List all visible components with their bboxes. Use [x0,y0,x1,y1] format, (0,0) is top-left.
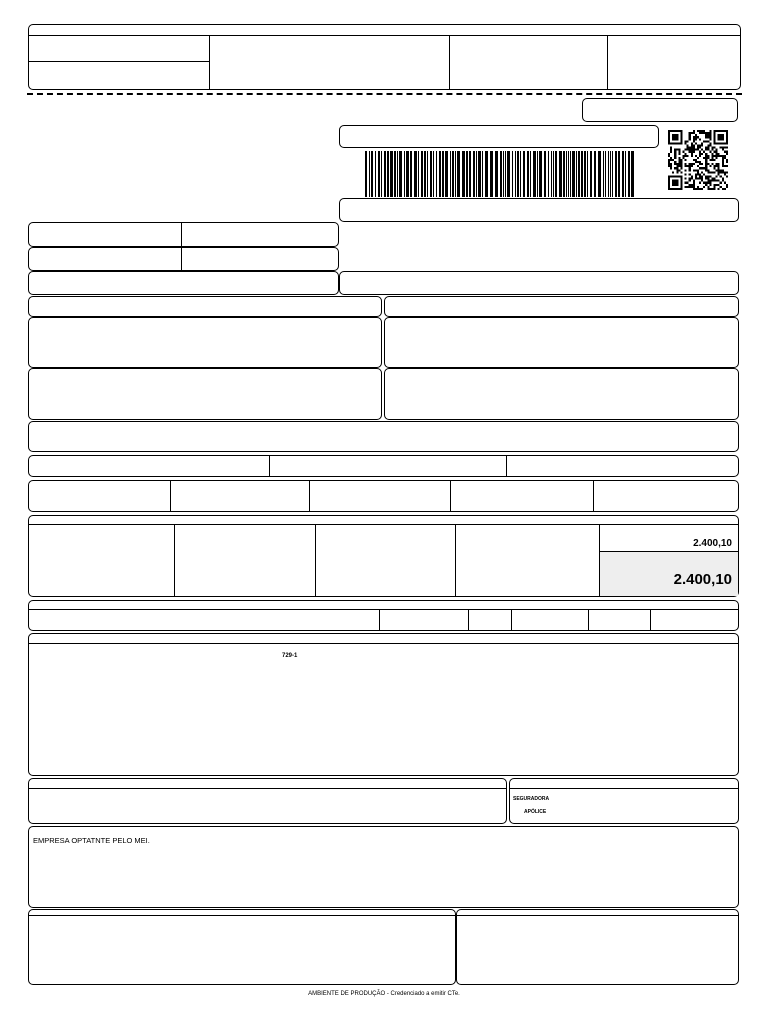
receipt-stub-divider [607,35,608,89]
destination-box [384,296,739,317]
payer-box [28,421,739,452]
service-values-divider [455,524,456,596]
qr-code [668,130,728,190]
service-values-header-line [29,524,738,525]
footer-text: AMBIENTE DE PRODUÇÃO - Credenciado a emitir CTe. [308,991,460,997]
tax-divider [588,609,589,630]
insurance-header-line [510,788,738,789]
protocol-box [339,271,739,295]
cut-line [27,93,742,95]
origin-box [28,296,382,317]
tax-section [28,600,739,631]
receipt-stub-header-line [29,35,740,36]
sender-box [28,317,382,368]
access-key-box [339,198,739,222]
model-series-box [28,222,339,247]
tax-divider [379,609,380,630]
receipt-stub-left-split [29,61,209,62]
tax-divider [650,609,651,630]
barcode [365,151,635,197]
insurer-label: SEGURADORA [513,796,550,802]
documents-header-line [29,643,738,644]
tax-divider [468,609,469,630]
policy-label: APÓLICE [524,809,547,815]
receipt-stub-divider [449,35,450,89]
cargo-divider [450,481,451,511]
documents-section [28,633,739,776]
shipper-box [28,368,382,420]
issue-date-divider [181,248,182,270]
cargo-quantity-row [28,480,739,512]
observations-text: EMPRESA OPTATNTE PELO MEI. [33,836,150,845]
cargo-divider [309,481,310,511]
total-service-value: 2.400,10 [693,538,732,549]
cargo-divider [269,456,270,476]
cargo-divider [170,481,171,511]
access-key-label-box [339,125,659,148]
receipt-stub-divider [209,35,210,89]
service-values-divider [174,524,175,596]
amount-receivable: 2.400,10 [673,571,732,588]
tax-divider [511,609,512,630]
service-values-split [599,551,738,552]
cargo-info-row [28,455,739,477]
fiscal-use-header-line [457,915,738,916]
tax-header-line [29,609,738,610]
receipt-stub [28,24,741,90]
recipient-box [384,317,739,368]
document-number: 729-1 [282,653,298,659]
page-number-box [582,98,738,122]
cfop-box [28,271,339,295]
carrier-use-header-line [29,915,455,916]
modal-section [28,778,507,824]
service-values-divider [315,524,316,596]
carrier-use-section [28,909,456,985]
receiver-box [384,368,739,420]
model-series-divider [181,223,182,246]
cargo-divider [593,481,594,511]
issue-date-box [28,247,339,271]
cargo-divider [506,456,507,476]
modal-header-line [29,788,506,789]
fiscal-use-section [456,909,739,985]
